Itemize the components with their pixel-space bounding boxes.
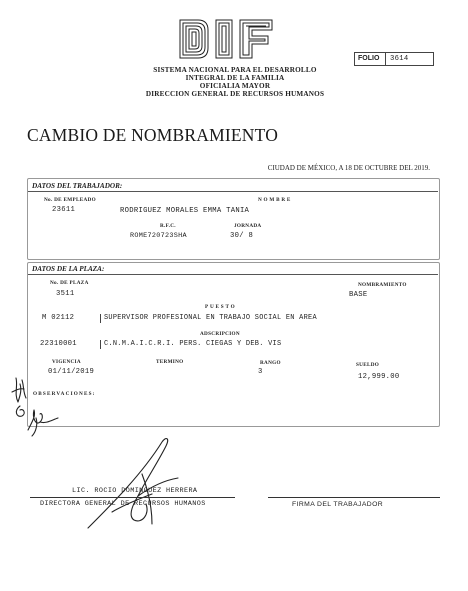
rfc-label: R.F.C. bbox=[160, 223, 176, 229]
adscripcion-divider bbox=[100, 340, 101, 349]
appointment-label: NOMBRAMIENTO bbox=[358, 282, 407, 288]
rango-value: 3 bbox=[258, 368, 263, 376]
puesto-divider bbox=[100, 314, 101, 323]
position-section-rule bbox=[28, 274, 438, 275]
sueldo-value: 12,999.00 bbox=[358, 373, 400, 381]
org-name-line-1: SISTEMA NACIONAL PARA EL DESARROLLO bbox=[153, 66, 317, 74]
sueldo-label: SUELDO bbox=[356, 362, 380, 368]
appointment-value: BASE bbox=[349, 291, 368, 299]
city-date: CIUDAD DE MÉXICO, A 18 DE OCTUBRE DEL 2019. bbox=[267, 164, 430, 172]
employee-number-label: No. DE EMPLEADO bbox=[44, 197, 96, 203]
rfc-value: ROME720723SHA bbox=[130, 232, 187, 240]
worker-section-rule bbox=[28, 191, 438, 192]
org-name-line-3: OFICIALIA MAYOR bbox=[199, 82, 271, 90]
name-value: RODRIGUEZ MORALES EMMA TANIA bbox=[120, 207, 250, 215]
handwritten-initials bbox=[6, 372, 66, 442]
document-title: CAMBIO DE NOMBRAMIENTO bbox=[27, 125, 279, 145]
folio-label: FOLIO bbox=[358, 55, 380, 62]
name-label: NOMBRE bbox=[258, 197, 293, 203]
adscripcion-value: C.N.M.A.I.C.R.I. PERS. CIEGAS Y DEB. VIS bbox=[104, 340, 282, 348]
employee-number-value: 23611 bbox=[52, 206, 76, 214]
worker-signature-line bbox=[268, 497, 440, 498]
puesto-label: PUESTO bbox=[205, 304, 237, 310]
puesto-code: M 02112 bbox=[42, 314, 75, 322]
vigencia-label: VIGENCIA bbox=[52, 359, 81, 365]
org-name-line-4: DIRECCION GENERAL DE RECURSOS HUMANOS bbox=[145, 90, 325, 98]
jornada-value: 30/ 8 bbox=[230, 232, 254, 240]
org-name-line-2: INTEGRAL DE LA FAMILIA bbox=[185, 74, 285, 82]
adscripcion-label: ADSCRIPCION bbox=[200, 331, 240, 337]
director-name: LIC. ROCIO DOMINGUEZ HERRERA bbox=[72, 487, 198, 495]
dif-logo bbox=[178, 18, 274, 60]
worker-section-title: DATOS DEL TRABAJADOR: bbox=[32, 182, 123, 190]
folio-value: 3614 bbox=[385, 53, 408, 65]
adscripcion-code: 22310001 bbox=[40, 340, 77, 348]
worker-signature-title: FIRMA DEL TRABAJADOR bbox=[292, 501, 384, 508]
folio-box bbox=[354, 52, 434, 66]
vigencia-value: 01/11/2019 bbox=[48, 368, 95, 376]
jornada-label: JORNADA bbox=[234, 223, 262, 229]
position-section-title: DATOS DE LA PLAZA: bbox=[32, 265, 105, 273]
plaza-number-value: 3511 bbox=[56, 290, 75, 298]
director-title: DIRECTORA GENERAL DE RECURSOS HUMANOS bbox=[40, 500, 206, 508]
director-signature bbox=[82, 434, 192, 534]
termino-label: TERMINO bbox=[156, 359, 184, 365]
director-signature-line bbox=[30, 497, 235, 498]
rango-label: RANGO bbox=[260, 360, 281, 366]
puesto-value: SUPERVISOR PROFESIONAL EN TRABAJO SOCIAL EN AREA bbox=[104, 314, 317, 322]
plaza-number-label: No. DE PLAZA bbox=[50, 280, 89, 286]
observaciones-label: OBSERVACIONES: bbox=[33, 391, 96, 397]
